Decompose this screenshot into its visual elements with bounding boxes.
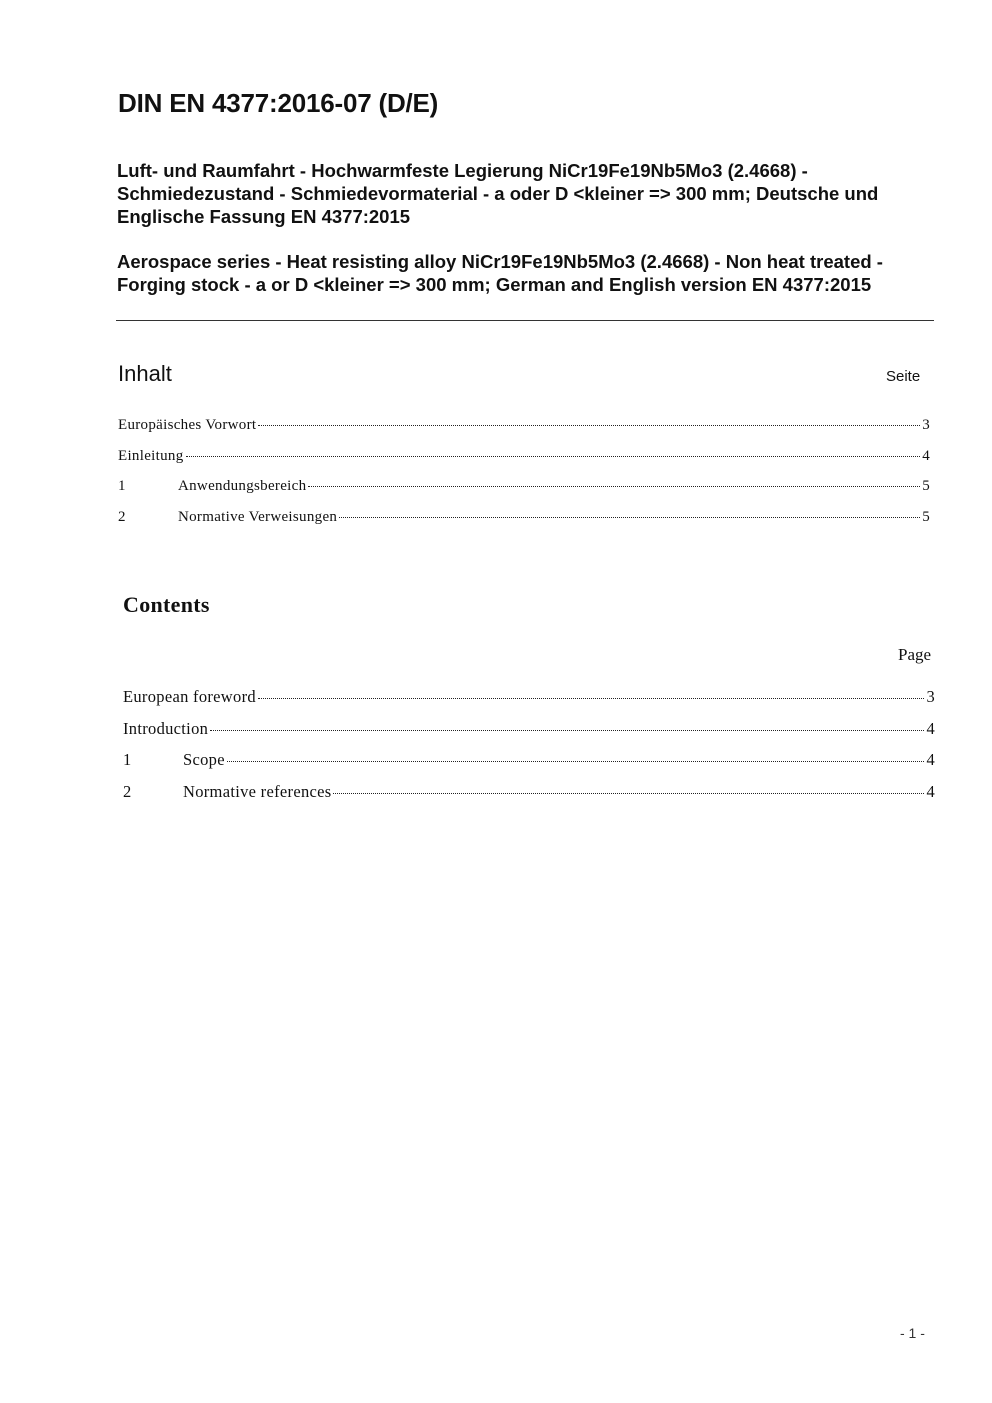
toc-list-en xyxy=(123,687,935,813)
toc-entry-label[interactable]: Scope xyxy=(183,750,225,769)
title-english: Aerospace series - Heat resisting alloy NiCr19Fe19Nb5Mo3 (2.4668) - Non heat treated - Forging stock - a or D <kleiner => 300 mm; German and English version EN 4377:2015 xyxy=(117,251,883,295)
toc-entry-label[interactable]: Normative Verweisungen xyxy=(178,508,338,525)
toc-entry-page[interactable]: 4 xyxy=(926,718,935,738)
toc-entry[interactable] xyxy=(118,448,930,479)
title-divider xyxy=(116,320,934,321)
toc-page-label-en: Page xyxy=(898,645,932,664)
toc-leader xyxy=(186,456,921,457)
toc-entry[interactable] xyxy=(123,750,935,782)
toc-entry-number: 1 xyxy=(123,750,132,769)
toc-leader xyxy=(258,425,920,426)
toc-entry-number: 1 xyxy=(118,478,126,494)
toc-entry-number: 2 xyxy=(118,508,126,525)
toc-entry-page[interactable]: 5 xyxy=(922,478,930,494)
toc-leader xyxy=(210,730,924,731)
toc-entry-label[interactable]: Anwendungsbereich xyxy=(178,478,307,494)
toc-leader xyxy=(227,761,925,762)
document-title: DIN EN 4377:2016-07 (D/E) xyxy=(118,88,439,118)
toc-entry[interactable] xyxy=(118,478,930,509)
title-german: Luft- und Raumfahrt - Hochwarmfeste Legierung NiCr19Fe19Nb5Mo3 (2.4668) - Schmiedezustand - Schmiedevormaterial - a oder D <kleiner => 300 mm; Deutsche und Englische Fassung EN 4377:2015 xyxy=(117,160,879,227)
toc-entry[interactable] xyxy=(118,417,930,448)
toc-entry-number: 2 xyxy=(123,781,132,801)
toc-heading-en: Contents xyxy=(123,592,210,617)
toc-entry-label[interactable]: Einleitung xyxy=(118,447,184,464)
toc-entry-page[interactable]: 4 xyxy=(926,750,935,769)
toc-page-label-de: Seite xyxy=(886,368,921,385)
toc-entry-page[interactable]: 4 xyxy=(926,781,935,801)
toc-entry-page[interactable]: 5 xyxy=(922,508,930,525)
toc-entry-label[interactable]: European foreword xyxy=(123,687,256,706)
toc-heading-de: Inhalt xyxy=(118,361,172,386)
toc-entry-page[interactable]: 3 xyxy=(922,417,930,433)
toc-entry-page[interactable]: 4 xyxy=(922,447,930,464)
toc-entry-label[interactable]: Europäisches Vorwort xyxy=(118,417,257,433)
toc-entry-label[interactable]: Introduction xyxy=(123,718,209,738)
toc-leader xyxy=(258,698,925,699)
toc-entry[interactable] xyxy=(123,719,935,751)
toc-leader xyxy=(339,517,920,518)
toc-entry[interactable] xyxy=(123,782,935,814)
toc-leader xyxy=(333,793,924,794)
toc-entry-page[interactable]: 3 xyxy=(926,687,935,706)
page-number: - 1 - xyxy=(900,1325,925,1341)
toc-entry-label[interactable]: Normative references xyxy=(183,781,332,801)
toc-leader xyxy=(308,486,920,487)
toc-entry[interactable] xyxy=(123,687,935,719)
toc-entry[interactable] xyxy=(118,509,930,540)
toc-list-de xyxy=(118,417,930,539)
